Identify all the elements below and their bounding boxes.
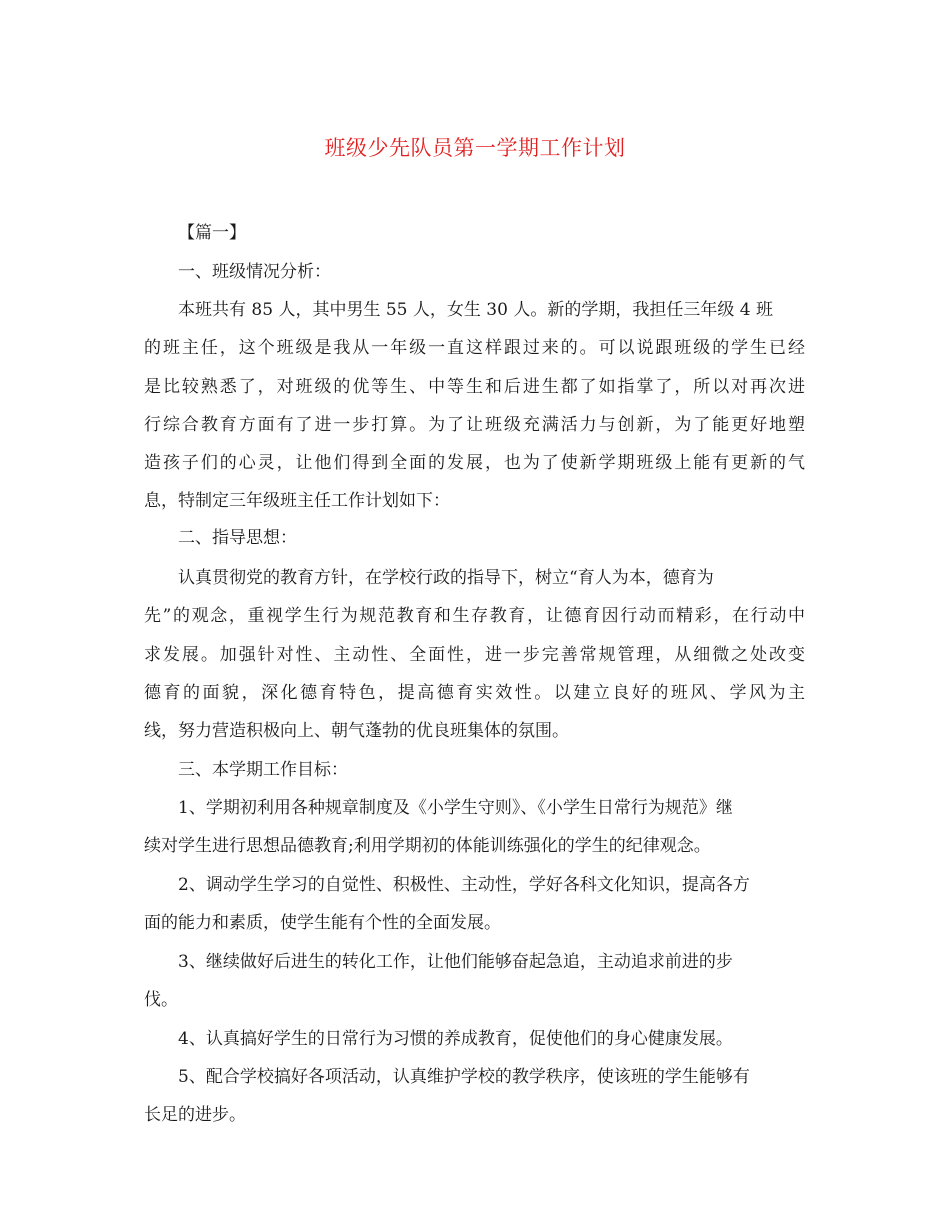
goal-item-4: 4、认真搞好学生的日常行为习惯的养成教育，促使他们的身心健康发展。 [178,1029,733,1049]
goal-item-2: 2、调动学生学习的自觉性、积极性、主动性，学好各科文化知识，提高各方 [178,875,750,895]
paragraph-line: 息，特制定三年级班主任工作计划如下： [144,491,450,511]
paragraph-line: 长足的进步。 [144,1105,246,1125]
heading-work-goals: 三、本学期工作目标： [178,760,348,780]
heading-class-analysis: 一、班级情况分析： [178,262,331,282]
section-label-part-one: 【篇一】 [178,223,246,243]
paragraph-line: 的班主任，这个班级是我从一年级一直这样跟过来的。可以说跟班级的学生已经 [144,338,805,358]
goal-item-3: 3、继续做好后进生的转化工作，让他们能够奋起急追，主动追求前进的步 [178,952,733,972]
paragraph-line: 是比较熟悉了，对班级的优等生、中等生和后进生都了如指掌了，所以对再次进 [144,377,805,397]
paragraph-line: 造孩子们的心灵，让他们得到全面的发展，也为了使新学期班级上能有更新的气 [144,453,805,473]
goal-item-1: 1、学期初利用各种规章制度及《小学生守则》、《小学生日常行为规范》继 [178,798,733,818]
paragraph-line: 面的能力和素质，使学生能有个性的全面发展。 [144,913,501,933]
paragraph-line: 续对学生进行思想品德教育;利用学期初的体能训练强化的学生的纪律观念。 [144,836,711,856]
paragraph-line: 德育的面貌，深化德育特色，提高德育实效性。以建立良好的班风、学风为主 [144,683,805,703]
paragraph-line: 求发展。加强针对性、主动性、全面性，进一步完善常规管理，从细微之处改变 [144,645,805,665]
goal-item-5: 5、配合学校搞好各项活动，认真维护学校的教学秩序，使该班的学生能够有 [178,1067,750,1087]
paragraph-line: 本班共有 85 人，其中男生 55 人，女生 30 人。新的学期，我担任三年级 4 班 [178,300,773,320]
paragraph-line: 先”的观念，重视学生行为规范教育和生存教育，让德育因行动而精彩，在行动中 [144,606,805,626]
heading-guiding-thought: 二、指导思想： [178,528,297,548]
paragraph-line: 线，努力营造积极向上、朝气蓬勃的优良班集体的氛围。 [144,721,569,741]
paragraph-line: 伐。 [144,990,178,1010]
document-title: 班级少先队员第一学期工作计划 [324,136,626,160]
paragraph-line: 行综合教育方面有了进一步打算。为了让班级充满活力与创新，为了能更好地塑 [144,415,805,435]
paragraph-line: 认真贯彻党的教育方针，在学校行政的指导下，树立“育人为本，德育为 [178,568,714,588]
